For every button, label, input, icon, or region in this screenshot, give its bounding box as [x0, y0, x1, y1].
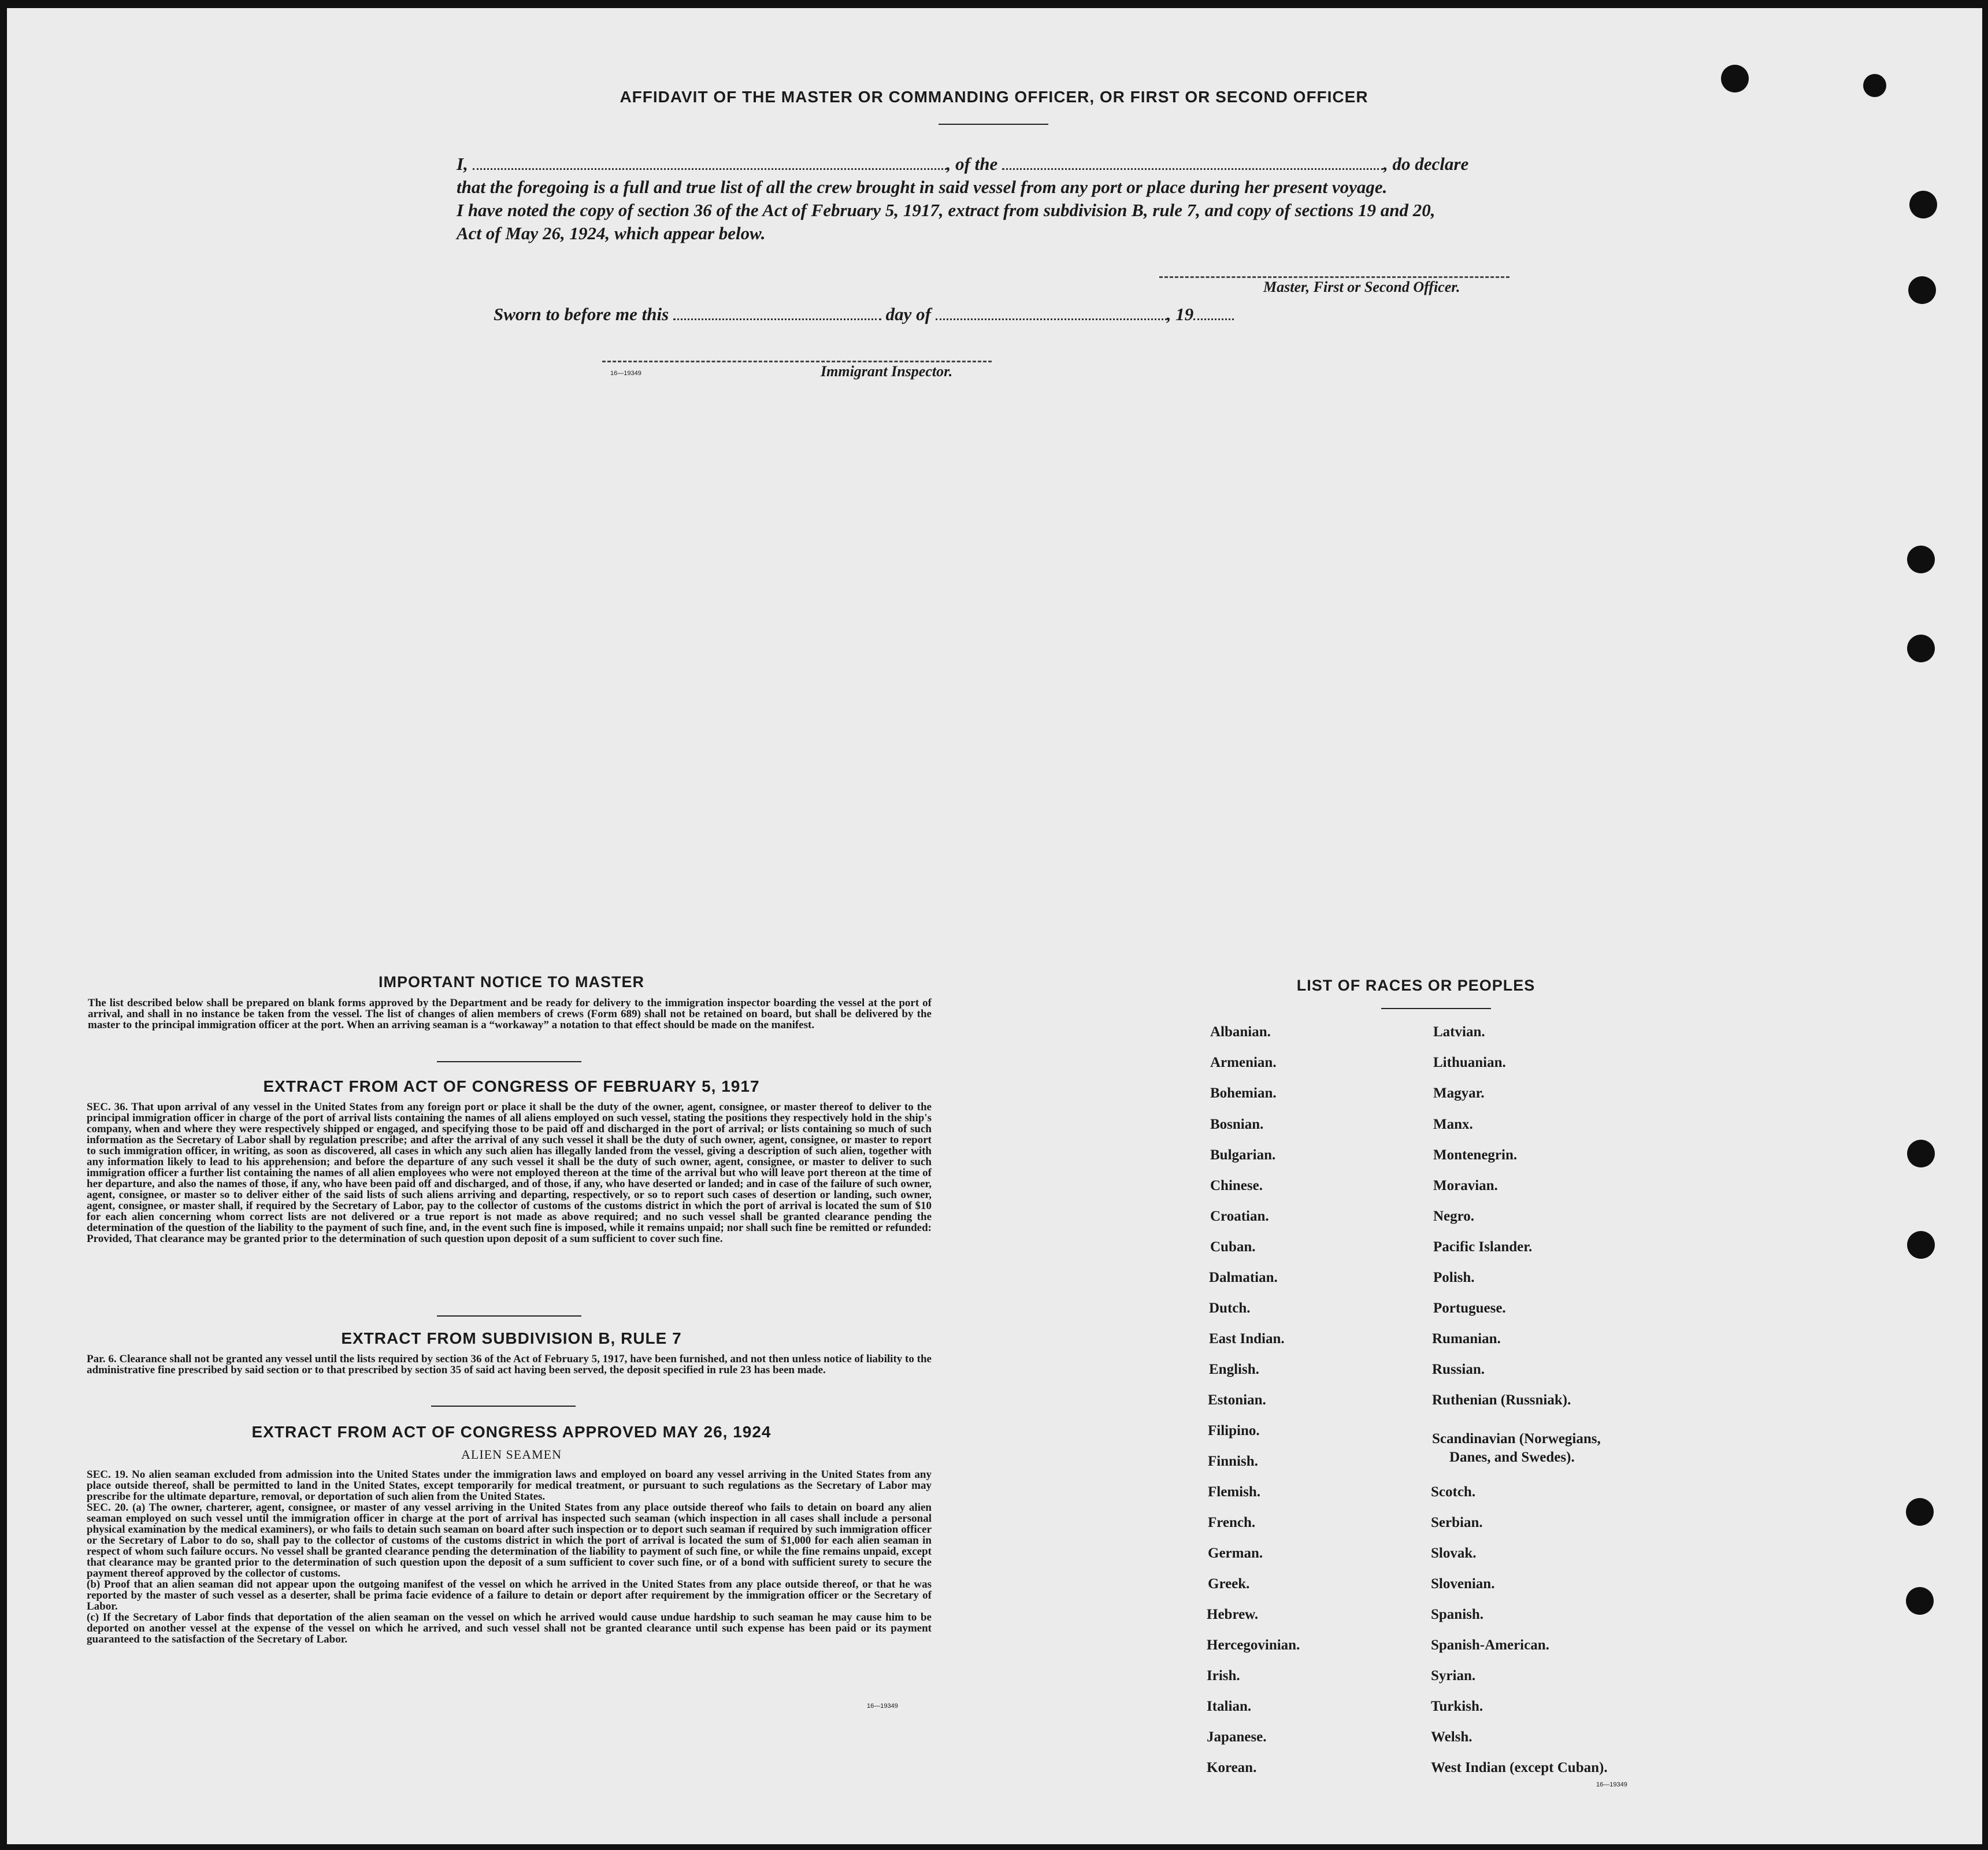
race-item: French. [1208, 1515, 1256, 1530]
affidavit-line-2: that the foregoing is a full and true list of all the crew brought in said vessel from any port or place during her present voyage. [457, 177, 1388, 197]
race-item: Russian. [1432, 1362, 1485, 1377]
sec-20c-text: (c) If the Secretary of Labor finds that deportation of the alien seaman on the vessel on which he arrived would cause undue hardship to such seaman he may cause him to be deported on another vessel at the expense of the vessel on which he arrived, and such vessel shall not be granted clearance until such expense has been paid or its payment guaranteed to the satisfaction of the Secretary of Labor. [87, 1611, 932, 1645]
race-item: Ruthenian (Russniak). [1432, 1392, 1571, 1408]
race-item: Hercegovinian. [1207, 1637, 1300, 1653]
race-item: Negro. [1433, 1208, 1475, 1224]
race-item: Pacific Islander. [1433, 1239, 1533, 1255]
race-item: Scotch. [1431, 1484, 1476, 1500]
scan-border-bottom [0, 1844, 1988, 1850]
scan-border-top [0, 0, 1988, 8]
race-item: Syrian. [1431, 1668, 1476, 1684]
race-item: Flemish. [1208, 1484, 1260, 1500]
punch-hole [1909, 191, 1937, 218]
divider [437, 1061, 581, 1062]
divider [431, 1406, 576, 1407]
name-field[interactable] [473, 166, 947, 170]
sworn-mid: day of [885, 304, 931, 324]
race-item: Irish. [1207, 1668, 1240, 1684]
punch-hole [1906, 1587, 1934, 1615]
race-item: Welsh. [1431, 1729, 1473, 1745]
race-item: Slovak. [1431, 1545, 1477, 1561]
race-item: Croatian. [1210, 1208, 1269, 1224]
form-number: 16—19349 [1596, 1781, 1627, 1788]
affidavit-line-3: I have noted the copy of section 36 of the Act of February 5, 1917, extract from subdivision B, rule 7, and copy of sections 19 and 20, [457, 200, 1436, 220]
inspector-signature-line[interactable] [602, 359, 992, 362]
extract-1924-title: EXTRACT FROM ACT OF CONGRESS APPROVED MAY 26, 1924 [251, 1423, 772, 1441]
race-item: Rumanian. [1432, 1331, 1501, 1347]
race-item: West Indian (except Cuban). [1431, 1760, 1608, 1775]
divider [437, 1315, 581, 1317]
race-item: Latvian. [1433, 1024, 1485, 1040]
sworn-end: , 19 [1166, 304, 1194, 324]
sworn-month-field[interactable] [936, 316, 1167, 320]
race-item: Slovenian. [1431, 1576, 1495, 1592]
race-item: Bulgarian. [1210, 1147, 1276, 1163]
notice-title: IMPORTANT NOTICE TO MASTER [379, 973, 644, 991]
punch-hole [1906, 1498, 1934, 1526]
race-item: Turkish. [1431, 1699, 1483, 1714]
race-item: Bosnian. [1210, 1117, 1264, 1132]
affidavit-line1-end: , do declare [1384, 154, 1469, 174]
vessel-field[interactable] [1002, 166, 1384, 170]
form-number: 16—19349 [867, 1703, 898, 1710]
race-item: Lithuanian. [1433, 1055, 1506, 1070]
race-item: Armenian. [1210, 1055, 1277, 1070]
sworn-year-field[interactable] [1193, 316, 1234, 320]
rule7-text: Par. 6. Clearance shall not be granted any vessel until the lists required by section 36 of the Act of February 5, 1917, have been furnished, and not then unless notice of liability to the administrative fine prescribed by said section or to that prescribed by section 35 of said act having been served, the deposit specified in rule 23 has been made. [87, 1353, 932, 1376]
race-item: Portuguese. [1433, 1300, 1506, 1316]
punch-hole [1907, 546, 1935, 573]
affidavit-declaration [457, 153, 1531, 245]
sec-19-text: SEC. 19. No alien seaman excluded from admission into the United States under the immigration laws and employed on board any vessel arriving in the United States from any place outside thereof, shall be permitted to land in the United States, except temporarily for medical treatment, or pursuant to such regulations as the Secretary of Labor may prescribe for the ultimate departure, removal, or deportation of such alien from the United States. [87, 1469, 932, 1503]
race-item: Japanese. [1207, 1729, 1267, 1745]
race-item: English. [1209, 1362, 1259, 1377]
race-item: Hebrew. [1207, 1607, 1259, 1622]
sec-20b-text: (b) Proof that an alien seaman did not appear upon the outgoing manifest of the vessel on which he arrived in the United States from any place outside thereof, or that he was reported by the master of such vessel as a deserter, shall be prima facie evidence of a failure to detain or deport after requirement by the immigration officer or the Secretary of Labor. [87, 1578, 932, 1612]
race-item: German. [1208, 1545, 1263, 1561]
race-item: Finnish. [1208, 1454, 1258, 1469]
scan-border-left [0, 0, 7, 1850]
affidavit-line1-start: I, [457, 154, 468, 174]
divider [939, 124, 1048, 125]
extract-1924-subtitle: ALIEN SEAMEN [461, 1447, 562, 1462]
punch-hole [1907, 635, 1935, 662]
race-item: East Indian. [1209, 1331, 1285, 1347]
extract-1917-text: SEC. 36. That upon arrival of any vessel in the United States from any foreign port or place it shall be the duty of the owner, agent, consignee, or master thereof to deliver to the principal immigration officer in charge of the port of arrival lists containing the names of all aliens employed on such vessel, stating the positions they respectively hold in the ship's company, when and where they were respectively shipped or engaged, and specifying those to be paid off and discharged in the port of arrival; or lists containing so much of such information as the Secretary of Labor shall by regulation prescribe; and after the arrival of any such vessel it shall be the duty of such owner, agent, consignee, or master to report to such immigration officer, in writing, as soon as discovered, all cases in which any such alien has illegally landed from the vessel, giving a description of such alien, together with any information likely to lead to his apprehension; and before the departure of any such vessel it shall be the duty of such owner, agent, consignee, or master to deliver to such immigration officer a further list containing the names of all alien employees who were not employed thereon at the time of the arrival but who will leave port thereon at the time of her departure, and also the names of those, if any, who have been paid off and discharged, and of those, if any, who have deserted or landed; and in case of the failure of such owner, agent, consignee, or master so to deliver either of the said lists of such aliens arriving and departing, respectively, or so to report such cases of desertion or landing, such owner, agent, consignee, or master shall, if required by the Secretary of Labor, pay to the collector of customs of the customs district in which the port of arrival is located the sum of $10 for each alien concerning whom correct lists are not delivered or a true report is not made as above required; and no such vessel shall be granted clearance pending the determination of the question of the liability to the payment of such fine, and, in the event such fine is imposed, while it remains unpaid; nor shall such fine be remitted or refunded: Provided, That clearance may be granted prior to the determination of such question upon deposit of a sum sufficient to cover such fine. [87, 1101, 932, 1245]
inspector-label: Immigrant Inspector. [821, 363, 953, 380]
race-item: Filipino. [1208, 1423, 1260, 1439]
divider [1381, 1008, 1491, 1009]
race-item: Serbian. [1431, 1515, 1483, 1530]
punch-hole [1907, 1140, 1935, 1167]
race-item: Dalmatian. [1209, 1270, 1278, 1285]
race-item: Italian. [1207, 1699, 1252, 1714]
race-item: Greek. [1208, 1576, 1250, 1592]
sec-20a-text: SEC. 20. (a) The owner, charterer, agent, consignee, or master of any vessel arriving in the United States from any place outside thereof who fails to detain on board any alien seaman employed on such vessel until the immigration officer in charge at the port of arrival has inspected such seaman (which inspection in all cases shall include a personal physical examination by the medical examiners), or who fails to detain such seaman on board after such inspection or to deport such seaman if required by such immigration officer or the Secretary of Labor to do so, shall pay to the collector of customs of the customs district in which the port of arrival is located the sum of $1,000 for each alien seaman in respect of whom such failure occurs. No vessel shall be granted clearance pending the determination of the liability to payment of such fine, or while the fine remains unpaid, except that clearance may be granted prior to the determination of such question upon the deposit of a sum sufficient to cover such fine, or of a bond with sufficient surety to secure the payment thereof approved by the collector of customs. [87, 1501, 932, 1580]
race-item: Estonian. [1208, 1392, 1266, 1408]
race-item: Cuban. [1210, 1239, 1256, 1255]
affidavit-title: AFFIDAVIT OF THE MASTER OR COMMANDING OFFICER, OR FIRST OR SECOND OFFICER [620, 88, 1368, 106]
race-item: Chinese. [1210, 1178, 1263, 1193]
race-item: Polish. [1433, 1270, 1475, 1285]
race-item: Spanish. [1431, 1607, 1484, 1622]
races-title: LIST OF RACES OR PEOPLES [1296, 977, 1535, 994]
sworn-start: Sworn to before me this [494, 304, 669, 324]
punch-hole [1908, 276, 1936, 304]
rule7-title: EXTRACT FROM SUBDIVISION B, RULE 7 [341, 1329, 682, 1347]
race-item: Albanian. [1210, 1024, 1271, 1040]
affidavit-line1-mid: , of the [946, 154, 998, 174]
race-item: Danes, and Swedes). [1449, 1449, 1575, 1465]
race-item: Magyar. [1433, 1085, 1485, 1101]
race-item: Manx. [1433, 1117, 1473, 1132]
extract-1917-title: EXTRACT FROM ACT OF CONGRESS OF FEBRUARY 5, 1917 [263, 1077, 760, 1095]
race-item: Dutch. [1209, 1300, 1251, 1316]
affidavit-line-4: Act of May 26, 1924, which appear below. [457, 223, 766, 243]
punch-hole [1907, 1231, 1935, 1259]
race-item: Spanish-American. [1431, 1637, 1549, 1653]
race-item: Bohemian. [1210, 1085, 1277, 1101]
extract-1924-body [87, 1469, 932, 1645]
affidavit-line-1 [457, 153, 1531, 176]
race-item: Montenegrin. [1433, 1147, 1518, 1163]
sworn-line [494, 304, 1234, 325]
notice-text: The list described below shall be prepared on blank forms approved by the Department and be ready for delivery to the immigration inspector boarding the vessel at the port of arrival, and shall in no instance be taken from the vessel. The list of changes of alien members of crews (Form 689) shall not be retained on board, but shall be delivered by the master to the principal immigration officer at the port. When an arriving seaman is a “workaway” a notation to that effect should be made on the manifest. [88, 997, 932, 1031]
scan-border-right [1982, 0, 1988, 1850]
signature-label: Master, First or Second Officer. [1263, 279, 1460, 295]
race-item: Scandinavian (Norwegians, [1432, 1431, 1601, 1447]
signature-line[interactable] [1159, 275, 1509, 278]
form-number: 16—19349 [610, 370, 641, 377]
race-item: Korean. [1207, 1760, 1257, 1775]
race-item: Moravian. [1433, 1178, 1498, 1193]
sworn-day-field[interactable] [673, 316, 881, 320]
